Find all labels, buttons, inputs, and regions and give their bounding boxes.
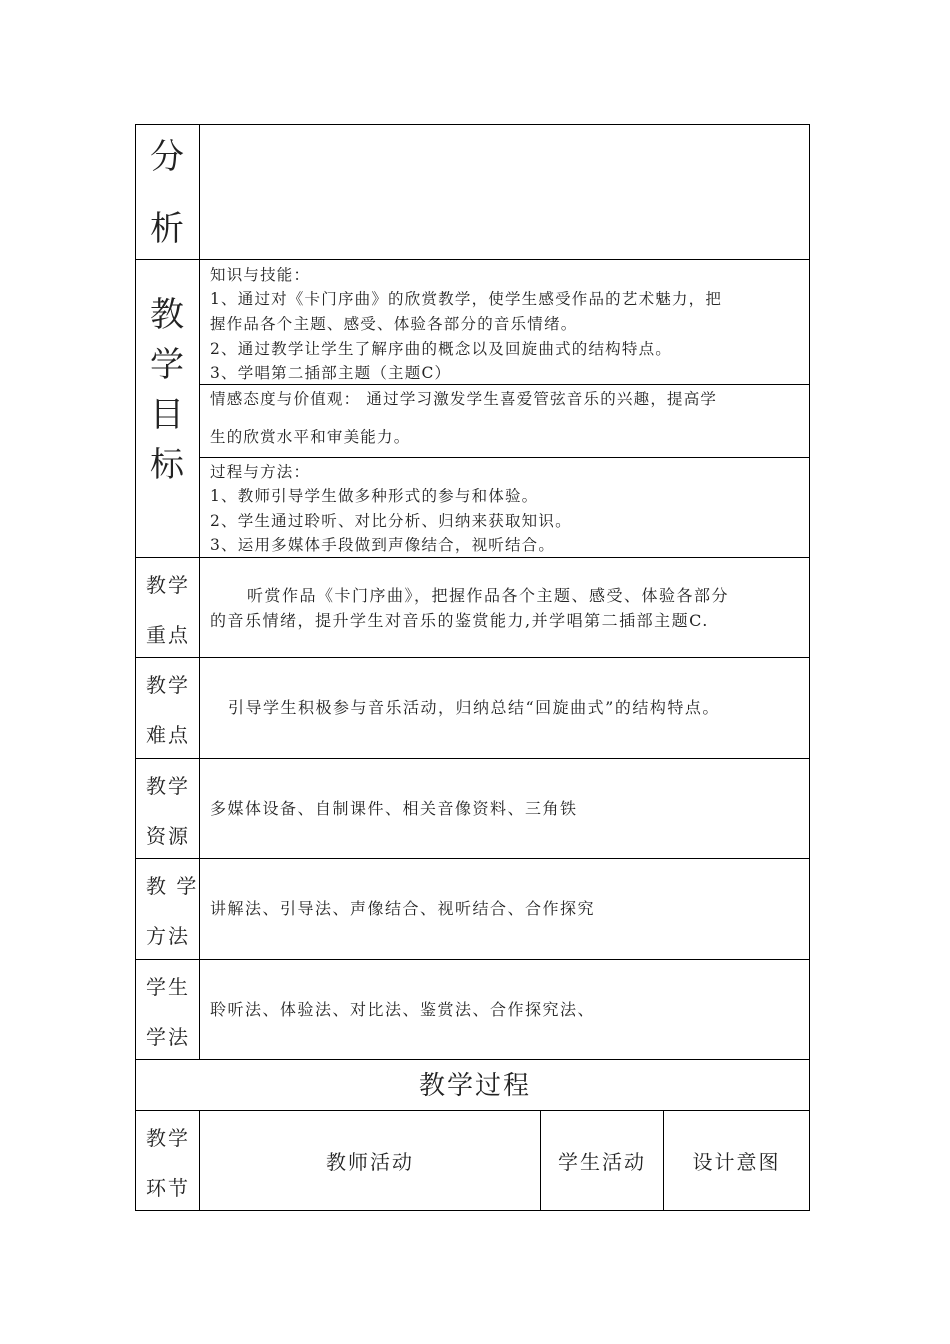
rule-after-resources	[135, 858, 810, 859]
difficulties-text: 引导学生积极参与音乐活动，归纳总结“回旋曲式”的结构特点。	[228, 698, 720, 717]
keypoints-line-1: 听赏作品《卡门序曲》，把握作品各个主题、感受、体验各部分	[247, 586, 730, 605]
objectives-label-char-2: 学	[150, 345, 184, 385]
process-section-title: 教学过程	[418, 1071, 531, 1101]
process-col-stage-line-2: 环节	[146, 1176, 190, 1200]
knowledge-line-3: 2、通过教学让学生了解序曲的概念以及回旋曲式的结构特点。	[210, 340, 672, 358]
process-col-teacher-activity: 教师活动	[326, 1150, 414, 1174]
analysis-label-char-2: 析	[150, 209, 184, 249]
objectives-label-char-4: 标	[150, 445, 184, 485]
rule-after-emotion	[199, 457, 810, 458]
rule-after-analysis	[135, 259, 810, 260]
objectives-label-char-1: 教	[150, 295, 184, 335]
emotion-line-2: 生的欣赏水平和审美能力。	[210, 428, 411, 446]
rule-after-objectives	[135, 557, 810, 558]
knowledge-line-4: 3、学唱第二插部主题（主题C）	[210, 364, 452, 382]
methods-text: 讲解法、引导法、声像结合、视听结合、合作探究	[210, 899, 596, 918]
process-col-student-activity: 学生活动	[558, 1150, 646, 1174]
knowledge-line-1: 1、通过对《卡门序曲》的欣赏教学，使学生感受作品的艺术魅力，把	[210, 290, 723, 308]
rule-left	[135, 124, 136, 1211]
rule-after-keypoints	[135, 657, 810, 658]
resources-label-line-2: 资源	[146, 824, 190, 848]
rule-after-difficulties	[135, 758, 810, 759]
knowledge-line-2: 握作品各个主题、感受、体验各部分的音乐情绪。	[210, 315, 578, 333]
analysis-label-char-1: 分	[150, 137, 184, 177]
process-method-line-2: 2、学生通过聆听、对比分析、归纳来获取知识。	[210, 512, 572, 530]
rule-after-knowledge	[199, 384, 810, 385]
rule-after-methods	[135, 959, 810, 960]
rule-top	[135, 124, 810, 125]
methods-label-line-1: 教 学	[146, 874, 199, 898]
rule-label-column	[199, 124, 200, 1060]
process-method-line-1: 1、教师引导学生做多种形式的参与和体验。	[210, 487, 539, 505]
rule-bottom	[135, 1210, 810, 1211]
rule-after-study	[135, 1059, 810, 1060]
study-label-line-2: 学法	[146, 1025, 190, 1049]
rule-right	[809, 124, 810, 1211]
difficulties-label-line-2: 难点	[146, 723, 190, 747]
difficulties-label-line-1: 教学	[146, 673, 190, 697]
methods-label-line-2: 方法	[146, 924, 190, 948]
keypoints-label-line-1: 教学	[146, 573, 190, 597]
resources-text: 多媒体设备、自制课件、相关音像资料、三角铁	[210, 799, 578, 818]
emotion-line-1: 情感态度与价值观： 通过学习激发学生喜爱管弦音乐的兴趣，提高学	[210, 390, 718, 408]
study-label-line-1: 学生	[146, 975, 190, 999]
knowledge-title: 知识与技能：	[210, 266, 311, 284]
process-col-design-intent: 设计意图	[692, 1150, 781, 1174]
process-method-line-3: 3、运用多媒体手段做到声像结合，视听结合。	[210, 536, 556, 554]
resources-label-line-1: 教学	[146, 774, 190, 798]
keypoints-line-2: 的音乐情绪，提升学生对音乐的鉴赏能力,并学唱第二插部主题C.	[210, 611, 709, 630]
objectives-label-char-3: 目	[150, 395, 184, 435]
process-col-stage-line-1: 教学	[146, 1126, 190, 1150]
study-text: 聆听法、体验法、对比法、鉴赏法、合作探究法、	[210, 1000, 596, 1019]
rule-after-process-header	[135, 1110, 810, 1111]
keypoints-label-line-2: 重点	[146, 623, 190, 647]
process-method-title: 过程与方法：	[210, 463, 311, 481]
